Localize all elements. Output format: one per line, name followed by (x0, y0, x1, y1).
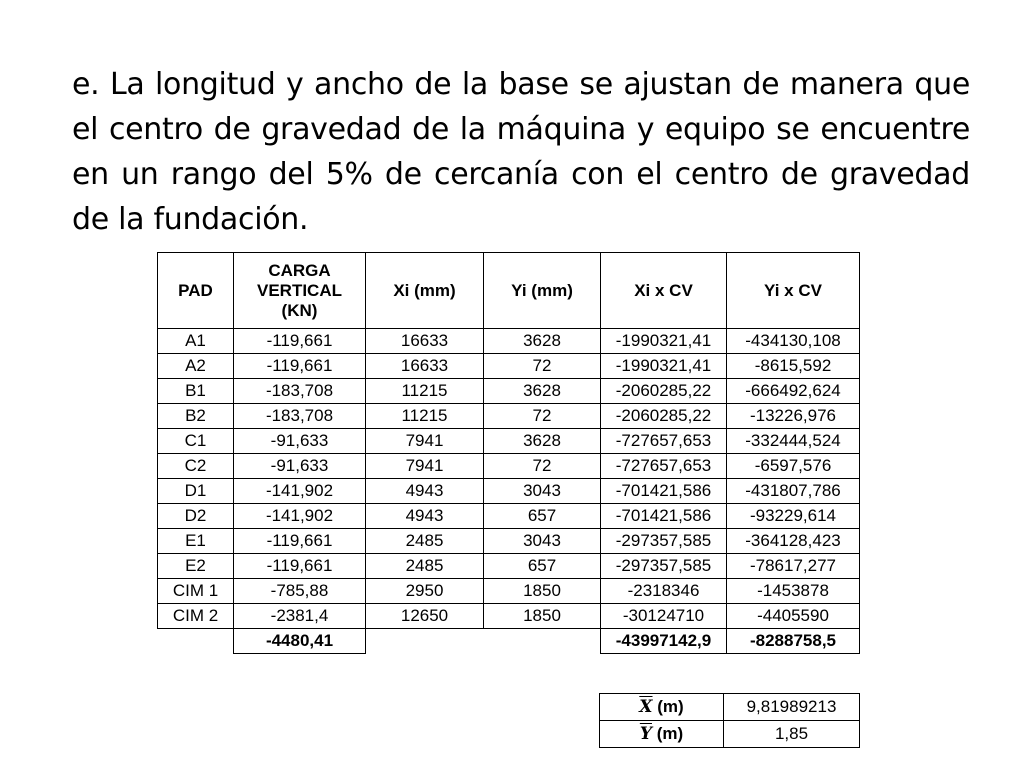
slide-paragraph: e. La longitud y ancho de la base se ajustan de manera que el centro de gravedad de la máquina y equipo se encuentre en un rango del 5% de cercanía con el centro de gravedad de la fundación. (72, 67, 970, 237)
cell-yi-cv: -8615,592 (727, 354, 860, 379)
table-row (158, 529, 860, 554)
cell-yi: 1850 (484, 579, 601, 604)
table-row (158, 554, 860, 579)
cell-yi: 72 (484, 404, 601, 429)
cell-yi: 3043 (484, 529, 601, 554)
cell-pad: C2 (158, 454, 234, 479)
cell-vertical-load: -785,88 (234, 579, 366, 604)
y-unit: (m) (656, 724, 684, 743)
table-row (158, 504, 860, 529)
cell-yi-cv: -93229,614 (727, 504, 860, 529)
cell-xi: 11215 (366, 404, 484, 429)
cell-yi: 3043 (484, 479, 601, 504)
cell-xi-cv: -701421,586 (601, 479, 727, 504)
cell-pad: A2 (158, 354, 234, 379)
table-body (158, 329, 860, 629)
header-cv-line3: (KN) (281, 300, 318, 320)
cell-yi-cv: -434130,108 (727, 329, 860, 354)
cell-xi: 2950 (366, 579, 484, 604)
cell-yi-cv: -13226,976 (727, 404, 860, 429)
cell-vertical-load: -119,661 (234, 529, 366, 554)
cell-xi: 4943 (366, 504, 484, 529)
cell-yi: 1850 (484, 604, 601, 629)
cell-pad: D2 (158, 504, 234, 529)
cell-xi: 4943 (366, 479, 484, 504)
cell-xi-cv: -701421,586 (601, 504, 727, 529)
totals-empty-pad (158, 629, 234, 654)
cell-yi: 3628 (484, 329, 601, 354)
cell-pad: E1 (158, 529, 234, 554)
cell-yi: 3628 (484, 429, 601, 454)
cell-yi-cv: -332444,524 (727, 429, 860, 454)
cell-yi-cv: -431807,786 (727, 479, 860, 504)
cell-xi-cv: -297357,585 (601, 554, 727, 579)
table-row (158, 354, 860, 379)
cell-vertical-load: -183,708 (234, 404, 366, 429)
cell-xi: 7941 (366, 429, 484, 454)
cell-yi: 657 (484, 504, 601, 529)
result-row-x (600, 694, 860, 721)
table-row (158, 329, 860, 354)
totals-row (158, 629, 860, 654)
cell-yi: 72 (484, 454, 601, 479)
header-yi-cv: Yi x CV (727, 253, 860, 329)
cell-yi-cv: -4405590 (727, 604, 860, 629)
table-row (158, 379, 860, 404)
cell-vertical-load: -141,902 (234, 479, 366, 504)
cell-xi-cv: -727657,653 (601, 429, 727, 454)
y-bar-symbol: $\overline{Y}$ (639, 724, 652, 744)
result-label-y (600, 721, 724, 748)
cell-xi: 16633 (366, 354, 484, 379)
header-vertical-load (234, 253, 366, 329)
table-row (158, 404, 860, 429)
cell-vertical-load: -141,902 (234, 504, 366, 529)
cell-xi: 16633 (366, 329, 484, 354)
header-xi: Xi (mm) (366, 253, 484, 329)
header-xi-cv: Xi x CV (601, 253, 727, 329)
result-row-y (600, 721, 860, 748)
cell-pad: CIM 1 (158, 579, 234, 604)
cell-xi-cv: -2318346 (601, 579, 727, 604)
header-yi: Yi (mm) (484, 253, 601, 329)
cell-pad: E2 (158, 554, 234, 579)
cell-pad: C1 (158, 429, 234, 454)
cell-yi-cv: -666492,624 (727, 379, 860, 404)
header-cv-line1: CARGA (268, 260, 331, 280)
cell-xi-cv: -1990321,41 (601, 329, 727, 354)
totals-empty-yi (484, 629, 601, 654)
cell-vertical-load: -119,661 (234, 554, 366, 579)
cell-vertical-load: -91,633 (234, 429, 366, 454)
cell-xi: 12650 (366, 604, 484, 629)
cell-xi-cv: -1990321,41 (601, 354, 727, 379)
totals-empty-xi (366, 629, 484, 654)
centroid-results-table (599, 693, 860, 748)
cell-vertical-load: -91,633 (234, 454, 366, 479)
cell-yi: 3628 (484, 379, 601, 404)
cell-yi: 72 (484, 354, 601, 379)
table-row (158, 579, 860, 604)
cell-xi-cv: -2060285,22 (601, 404, 727, 429)
header-cv-line2: VERTICAL (257, 280, 342, 300)
cell-vertical-load: -2381,4 (234, 604, 366, 629)
cell-vertical-load: -183,708 (234, 379, 366, 404)
cell-pad: A1 (158, 329, 234, 354)
x-unit: (m) (657, 697, 684, 716)
total-yi-cv: -8288758,5 (727, 629, 860, 654)
cell-yi-cv: -1453878 (727, 579, 860, 604)
cell-xi-cv: -30124710 (601, 604, 727, 629)
cell-yi-cv: -78617,277 (727, 554, 860, 579)
cell-xi-cv: -297357,585 (601, 529, 727, 554)
result-value-x: 9,81989213 (724, 694, 860, 721)
table-row (158, 479, 860, 504)
cell-xi: 2485 (366, 554, 484, 579)
cell-pad: B1 (158, 379, 234, 404)
table-header-row (158, 253, 860, 329)
x-bar-symbol: $\overline{X}$ (639, 697, 653, 717)
cell-xi: 7941 (366, 454, 484, 479)
total-xi-cv: -43997142,9 (601, 629, 727, 654)
cell-xi-cv: -727657,653 (601, 454, 727, 479)
cell-yi: 657 (484, 554, 601, 579)
header-pad: PAD (158, 253, 234, 329)
cell-vertical-load: -119,661 (234, 329, 366, 354)
cell-pad: D1 (158, 479, 234, 504)
cell-xi: 11215 (366, 379, 484, 404)
table-row (158, 454, 860, 479)
cell-pad: CIM 2 (158, 604, 234, 629)
table-row (158, 604, 860, 629)
result-label-x (600, 694, 724, 721)
cell-xi-cv: -2060285,22 (601, 379, 727, 404)
result-value-y: 1,85 (724, 721, 860, 748)
cell-yi-cv: -6597,576 (727, 454, 860, 479)
cell-vertical-load: -119,661 (234, 354, 366, 379)
table-row (158, 429, 860, 454)
pad-load-table (157, 252, 860, 654)
total-vertical-load: -4480,41 (234, 629, 366, 654)
cell-xi: 2485 (366, 529, 484, 554)
cell-yi-cv: -364128,423 (727, 529, 860, 554)
cell-pad: B2 (158, 404, 234, 429)
